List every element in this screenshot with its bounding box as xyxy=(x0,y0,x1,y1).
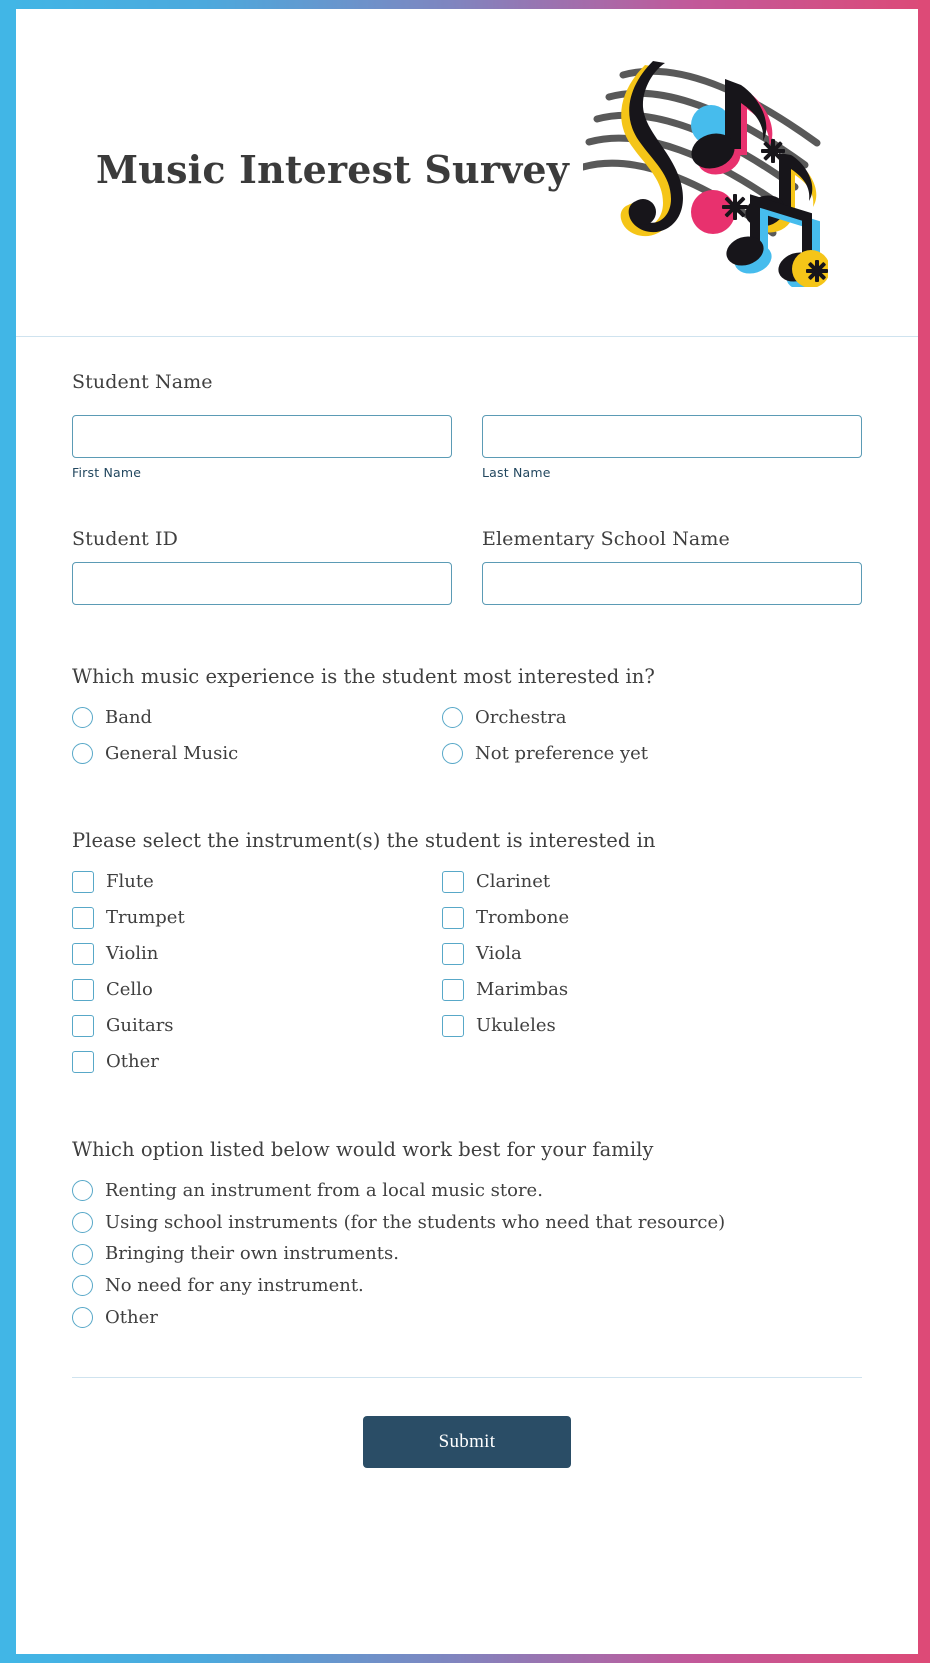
option-label: Ukuleles xyxy=(476,1015,556,1037)
radio-icon[interactable] xyxy=(72,1180,93,1201)
radio-icon[interactable] xyxy=(72,1275,93,1296)
checkbox-icon[interactable] xyxy=(72,943,94,965)
radio-option[interactable] xyxy=(442,738,862,770)
label-school-name: Elementary School Name xyxy=(482,528,730,550)
radio-option[interactable] xyxy=(72,1207,862,1239)
radio-option[interactable] xyxy=(72,1302,862,1334)
option-list xyxy=(72,702,862,769)
option-label: Bringing their own instruments. xyxy=(105,1243,399,1265)
option-label: Violin xyxy=(106,943,159,965)
radio-option[interactable] xyxy=(72,1238,862,1270)
field-school-name xyxy=(482,528,862,605)
option-label: Viola xyxy=(476,943,522,965)
radio-option[interactable] xyxy=(72,738,442,770)
radio-icon[interactable] xyxy=(72,743,93,764)
option-label: Cello xyxy=(106,979,153,1001)
bottom-gradient-border xyxy=(0,1654,930,1663)
checkbox-option[interactable] xyxy=(442,902,862,934)
checkbox-option[interactable] xyxy=(72,866,442,898)
checkbox-option[interactable] xyxy=(442,974,862,1006)
radio-icon[interactable] xyxy=(72,1244,93,1265)
option-label: General Music xyxy=(105,742,239,764)
checkbox-icon[interactable] xyxy=(442,871,464,893)
submit-button[interactable]: Submit xyxy=(363,1416,571,1468)
checkbox-icon[interactable] xyxy=(442,979,464,1001)
form-footer xyxy=(72,1377,862,1468)
checkbox-icon[interactable] xyxy=(442,907,464,929)
option-label: Not preference yet xyxy=(475,742,648,764)
option-label: Orchestra xyxy=(475,707,567,728)
option-label: Trombone xyxy=(476,907,570,929)
option-list xyxy=(72,866,862,1078)
question-label: Please select the instrument(s) the student is interested in xyxy=(72,829,656,853)
checkbox-icon[interactable] xyxy=(442,943,464,965)
question-music-experience xyxy=(72,665,862,769)
checkbox-option[interactable] xyxy=(72,902,442,934)
radio-icon[interactable] xyxy=(442,707,463,728)
checkbox-icon[interactable] xyxy=(442,1015,464,1037)
option-label: Using school instruments (for the students who need that resource) xyxy=(105,1211,726,1233)
checkbox-option[interactable] xyxy=(442,1010,862,1042)
option-label: No need for any instrument. xyxy=(105,1274,364,1296)
form-header xyxy=(16,9,918,337)
first-name-input[interactable] xyxy=(72,415,452,458)
checkbox-option[interactable] xyxy=(72,1046,442,1078)
option-label: Flute xyxy=(106,871,154,893)
sublabel-first-name: First Name xyxy=(72,465,142,480)
last-name-column xyxy=(482,415,862,480)
checkbox-icon[interactable] xyxy=(72,979,94,1001)
radio-option[interactable] xyxy=(72,702,442,734)
option-label: Clarinet xyxy=(476,871,551,893)
sublabel-last-name: Last Name xyxy=(482,465,551,480)
option-list xyxy=(72,1175,862,1333)
option-label: Renting an instrument from a local music store. xyxy=(105,1180,543,1202)
option-label: Other xyxy=(106,1051,159,1073)
checkbox-icon[interactable] xyxy=(72,907,94,929)
form-fields xyxy=(16,337,918,1468)
top-gradient-border xyxy=(0,0,930,9)
checkbox-icon[interactable] xyxy=(72,1051,94,1073)
left-border xyxy=(0,0,16,1663)
question-label: Which music experience is the student most interested in? xyxy=(72,665,655,688)
radio-option[interactable] xyxy=(72,1175,862,1207)
option-label: Other xyxy=(105,1306,158,1328)
checkbox-icon[interactable] xyxy=(72,1015,94,1037)
radio-icon[interactable] xyxy=(72,1212,93,1233)
checkbox-icon[interactable] xyxy=(72,871,94,893)
question-instruments xyxy=(72,829,862,1078)
checkbox-option[interactable] xyxy=(442,938,862,970)
question-family-option xyxy=(72,1138,862,1333)
music-notes-illustration xyxy=(583,47,828,287)
field-student-name xyxy=(72,371,862,480)
page-title: Music Interest Survey xyxy=(96,147,570,192)
question-label: Which option listed below would work best for your family xyxy=(72,1138,654,1162)
label-student-name: Student Name xyxy=(72,371,213,393)
checkbox-option[interactable] xyxy=(442,866,862,898)
student-id-input[interactable] xyxy=(72,562,452,605)
checkbox-option[interactable] xyxy=(72,938,442,970)
first-name-column xyxy=(72,415,452,480)
field-student-id xyxy=(72,528,452,605)
radio-option[interactable] xyxy=(442,702,862,734)
label-student-id: Student ID xyxy=(72,528,178,550)
radio-option[interactable] xyxy=(72,1270,862,1302)
last-name-input[interactable] xyxy=(482,415,862,458)
field-row-id-school xyxy=(72,528,862,605)
questions-container xyxy=(72,665,862,1333)
option-label: Band xyxy=(105,707,153,728)
checkbox-option[interactable] xyxy=(72,1010,442,1042)
form-content xyxy=(16,9,918,1654)
option-label: Trumpet xyxy=(106,907,185,929)
radio-icon[interactable] xyxy=(72,1307,93,1328)
radio-icon[interactable] xyxy=(442,743,463,764)
right-border xyxy=(918,0,930,1663)
school-name-input[interactable] xyxy=(482,562,862,605)
option-label: Guitars xyxy=(106,1015,174,1037)
option-label: Marimbas xyxy=(476,979,569,1001)
checkbox-option[interactable] xyxy=(72,974,442,1006)
radio-icon[interactable] xyxy=(72,707,93,728)
